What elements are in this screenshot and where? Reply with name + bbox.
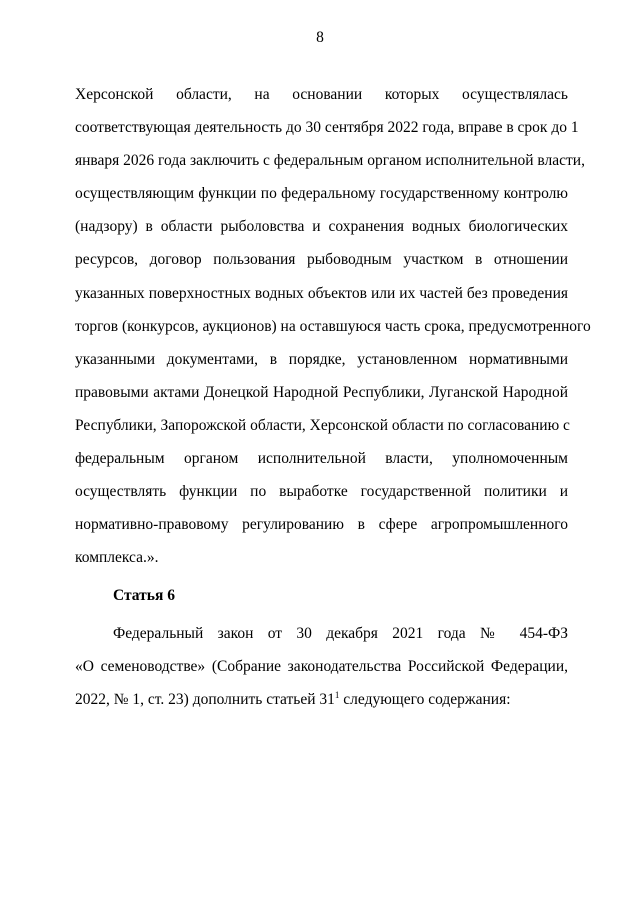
article-heading: Статья 6 (113, 587, 175, 604)
text-line: Республики, Запорожской области, Херсонской области по согласованию с (75, 417, 570, 434)
text-line: «О семеноводстве» (Собрание законодательства Российской Федерации, (75, 658, 568, 675)
text-line: Федеральный закон от 30 декабря 2021 года № 454-ФЗ (113, 625, 568, 642)
page-number: 8 (316, 29, 324, 46)
text-line: соответствующая деятельность до 30 сентября 2022 года, вправе в срок до 1 (75, 119, 579, 136)
text-segment: следующего содержания: (339, 691, 511, 708)
text-segment: 2022, № 1, ст. 23) дополнить статьей 31 (75, 691, 335, 708)
superscript: 1 (334, 690, 340, 700)
text-line: указанных поверхностных водных объектов или их частей без проведения (75, 285, 568, 302)
text-line: комплекса.». (75, 549, 159, 566)
text-line: торгов (конкурсов, аукционов) на оставшуюся часть срока, предусмотренного (75, 318, 591, 335)
text-line: указанными документами, в порядке, установленном нормативными (75, 351, 568, 368)
text-line: правовыми актами Донецкой Народной Республики, Луганской Народной (75, 384, 568, 401)
text-line: января 2026 года заключить с федеральным органом исполнительной власти, (75, 152, 585, 169)
text-line: осуществляющим функции по федеральному государственному контролю (75, 185, 568, 202)
text-line: осуществлять функции по выработке государственной политики и (75, 483, 568, 500)
text-line (75, 690, 568, 710)
text-line: Херсонской области, на основании которых осуществлялась (75, 86, 568, 103)
text-line: нормативно-правовому регулированию в сфере агропромышленного (75, 516, 568, 533)
text-line: (надзору) в области рыболовства и сохранения водных биологических (75, 218, 568, 235)
text-line: ресурсов, договор пользования рыбоводным участком в отношении (75, 251, 568, 268)
text-line: федеральным органом исполнительной власти, уполномоченным (75, 450, 568, 467)
